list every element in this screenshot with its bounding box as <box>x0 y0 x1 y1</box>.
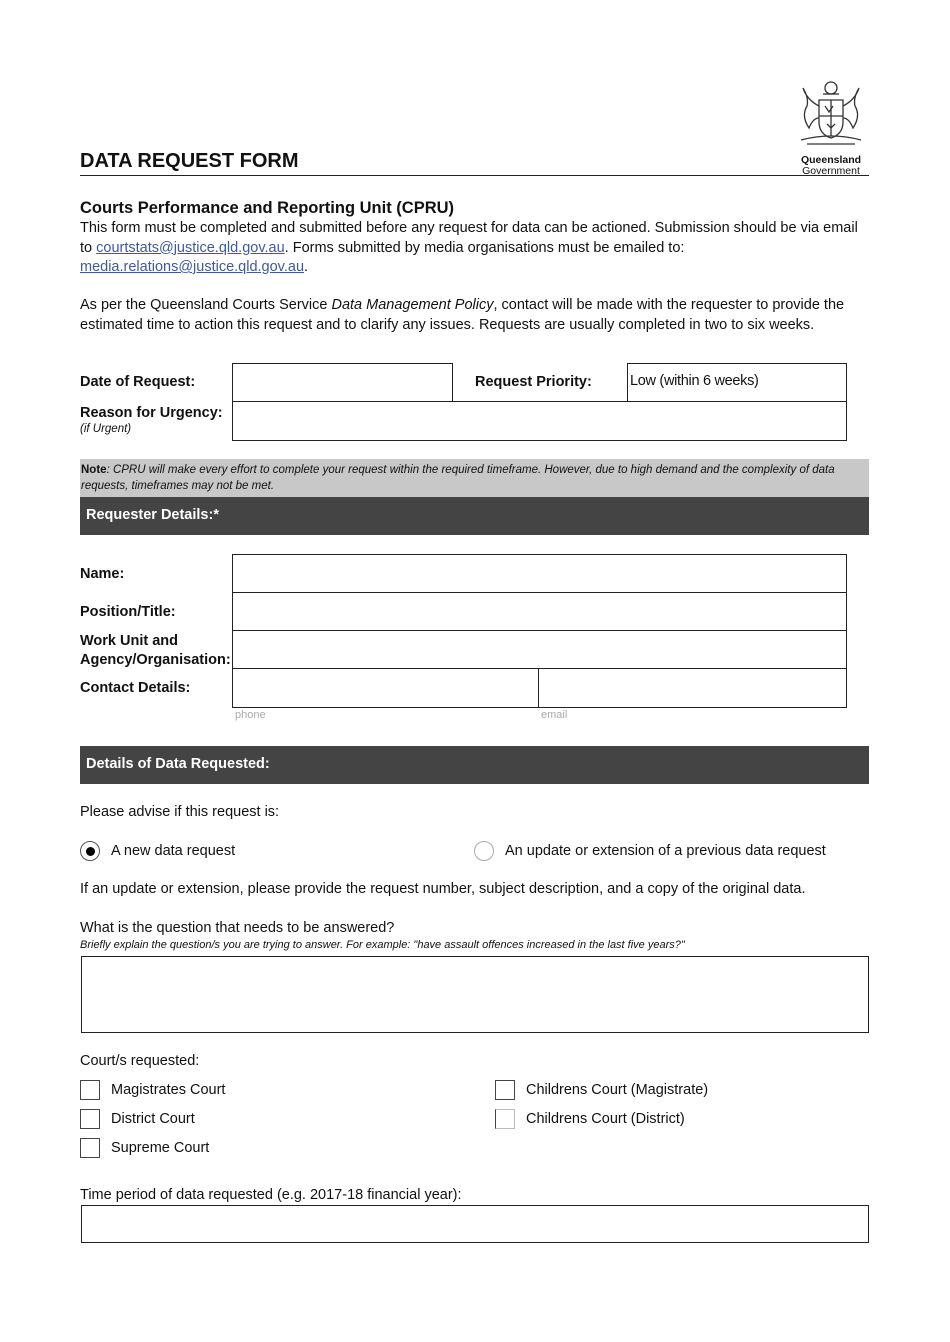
work-unit-label-line: Agency/Organisation: <box>80 652 231 668</box>
magistrates-court-checkbox[interactable] <box>80 1080 100 1100</box>
date-of-request-input[interactable] <box>232 363 453 403</box>
childrens-court-magistrate-label[interactable]: Childrens Court (Magistrate) <box>526 1082 709 1098</box>
supreme-court-checkbox[interactable] <box>80 1138 100 1158</box>
reason-for-urgency-input[interactable] <box>232 401 847 441</box>
courts-label: Court/s requested: <box>80 1053 200 1069</box>
logo-line-government: Government <box>802 165 860 177</box>
request-priority-label: Request Priority: <box>475 374 592 390</box>
note-banner <box>80 459 869 497</box>
update-request-radio[interactable] <box>474 841 494 861</box>
logo-line-queensland: Queensland <box>800 154 862 166</box>
email-input[interactable] <box>538 668 847 708</box>
work-unit-label-line: Work Unit and <box>80 633 179 649</box>
intro-text: As per the Queensland Courts Service <box>80 297 332 313</box>
intro-text: . Forms submitted by media organisations must be emailed to: <box>284 239 685 256</box>
radio-selected-dot <box>86 847 95 856</box>
media-relations-email-link[interactable]: media.relations@justice.qld.gov.au <box>80 259 305 275</box>
childrens-court-district-label[interactable]: Childrens Court (District) <box>526 1111 685 1127</box>
time-period-label: Time period of data requested (e.g. 2017-18 financial year): <box>80 1187 462 1203</box>
intro-paragraph-1 <box>80 219 860 278</box>
update-instructions: If an update or extension, please provide the request number, subject description, and a copy of the original data. <box>80 881 806 897</box>
position-title-input[interactable] <box>232 592 847 632</box>
title-divider <box>80 175 869 176</box>
reason-for-urgency-sublabel: (if Urgent) <box>80 423 132 435</box>
note-label: Note <box>81 464 107 476</box>
requester-details-heading: Requester Details:* <box>80 497 869 535</box>
email-hint: email <box>541 709 568 721</box>
district-court-checkbox[interactable] <box>80 1109 100 1129</box>
intro-text: This form must be completed and submitted before any request for data can be actioned. Submission should be via email to <box>80 220 858 256</box>
unit-title: Courts Performance and Reporting Unit (CPRU) <box>80 199 455 217</box>
phone-input[interactable] <box>232 668 540 708</box>
new-request-label[interactable]: A new data request <box>111 843 236 859</box>
contact-details-label: Contact Details: <box>80 680 191 696</box>
work-unit-input[interactable] <box>232 630 847 670</box>
update-request-label[interactable]: An update or extension of a previous data request <box>505 843 826 859</box>
policy-name: Data Management Policy <box>331 297 494 313</box>
note-text: : CPRU will make every effort to complete your request within the required timeframe. However, due to high demand and the complexity of data requests, timeframes may not be met. <box>81 464 835 492</box>
question-label: What is the question that needs to be answered? <box>80 920 395 936</box>
request-priority-select[interactable]: Low (within 6 weeks) <box>627 363 847 403</box>
intro-paragraph-2 <box>80 296 860 335</box>
data-requested-heading: Details of Data Requested: <box>80 746 869 784</box>
childrens-court-district-checkbox[interactable] <box>495 1109 515 1129</box>
name-input[interactable] <box>232 554 847 594</box>
magistrates-court-label[interactable]: Magistrates Court <box>111 1082 226 1098</box>
work-unit-label <box>80 632 231 670</box>
courtstats-email-link[interactable]: courtstats@justice.qld.gov.au <box>96 239 285 256</box>
coat-of-arms-icon <box>793 76 869 148</box>
advise-label: Please advise if this request is: <box>80 804 280 820</box>
phone-hint: phone <box>235 709 266 721</box>
queensland-government-logo <box>790 76 872 177</box>
page-title: DATA REQUEST FORM <box>80 150 299 172</box>
date-of-request-label: Date of Request: <box>80 374 196 390</box>
name-label: Name: <box>80 566 125 582</box>
supreme-court-label[interactable]: Supreme Court <box>111 1140 210 1156</box>
time-period-input[interactable] <box>81 1205 869 1243</box>
childrens-court-magistrate-checkbox[interactable] <box>495 1080 515 1100</box>
question-hint: Briefly explain the question/s you are trying to answer. For example: "have assault offences increased in the last five years?" <box>80 939 685 951</box>
intro-text: . <box>304 259 309 275</box>
question-textarea[interactable] <box>81 956 869 1033</box>
reason-for-urgency-label: Reason for Urgency: <box>80 405 223 421</box>
position-title-label: Position/Title: <box>80 604 176 620</box>
district-court-label[interactable]: District Court <box>111 1111 195 1127</box>
new-request-radio[interactable] <box>80 841 100 861</box>
intro-text: , contact will be made with the requester to provide the estimated time to action this request and to clarify any issues. Requests are usually completed in two to six weeks. <box>80 297 845 333</box>
